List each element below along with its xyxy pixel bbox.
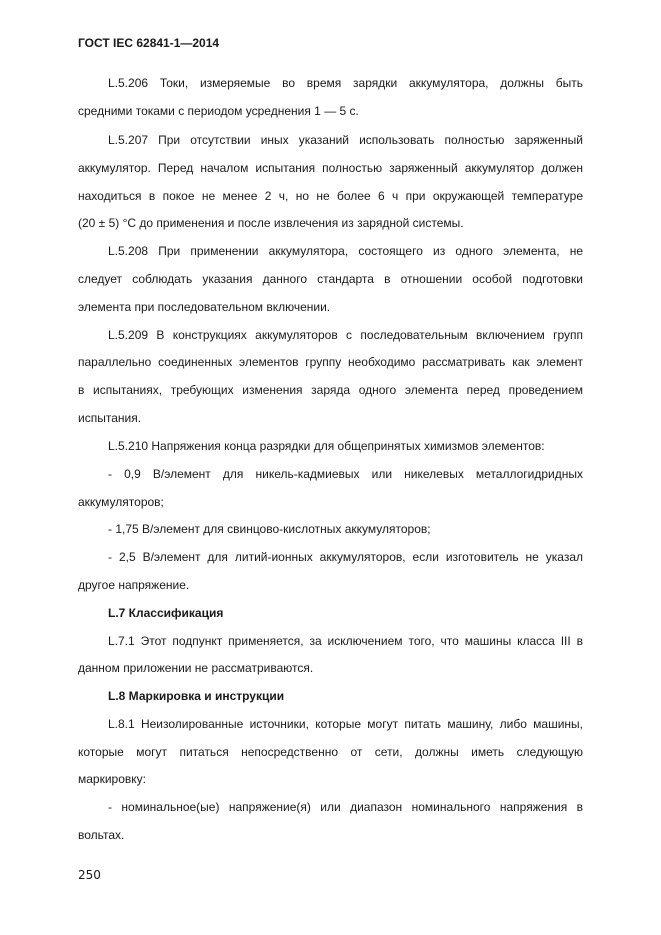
text-line: испытания. bbox=[78, 411, 142, 425]
text-line: в испытаниях, требующих изменения заряда одного элемента перед проведением bbox=[78, 383, 583, 397]
text-line: - 2,5 В/элемент для литий-ионных аккумуляторов, если изготовитель не указал bbox=[108, 550, 583, 564]
text-line: (20 ± 5) °С до применения и после извлечения из зарядной системы. bbox=[78, 216, 464, 230]
section-heading: L.8 Маркировка и инструкции bbox=[108, 689, 285, 703]
text-line: находиться в покое не менее 2 ч, но не более 6 ч при окружающей температуре bbox=[78, 189, 583, 203]
text-line: вольтах. bbox=[78, 828, 125, 842]
text-line: аккумулятор. Перед началом испытания полностью заряженный аккумулятор должен bbox=[78, 161, 583, 175]
section-heading: L.7 Классификация bbox=[108, 606, 224, 620]
text-line: - 0,9 В/элемент для никель-кадмиевых или никелевых металлогидридных bbox=[108, 467, 583, 481]
text-line: L.5.208 При применении аккумулятора, состоящего из одного элемента, не bbox=[108, 244, 583, 258]
text-line: следует соблюдать указания данного стандарта в отношении особой подготовки bbox=[78, 272, 583, 286]
text-line: другое напряжение. bbox=[78, 578, 190, 592]
text-line: данном приложении не рассматриваются. bbox=[78, 661, 314, 675]
document-header: ГОСТ IEC 62841-1—2014 bbox=[78, 36, 220, 50]
text-line: L.5.209 В конструкциях аккумуляторов с последовательным включением групп bbox=[108, 328, 583, 342]
text-line: - 1,75 В/элемент для свинцово-кислотных аккумуляторов; bbox=[108, 522, 431, 536]
page-number: 250 bbox=[78, 868, 101, 882]
text-line: параллельно соединенных элементов группу необходимо рассматривать как элемент bbox=[78, 355, 583, 369]
text-line: L.5.210 Напряжения конца разрядки для общепринятых химизмов элементов: bbox=[108, 439, 545, 453]
text-line: L.8.1 Неизолированные источники, которые могут питать машину, либо машины, bbox=[108, 717, 583, 731]
text-line: - номинальное(ые) напряжение(я) или диапазон номинального напряжения в bbox=[108, 800, 583, 814]
text-line: элемента при последовательном включении. bbox=[78, 300, 331, 314]
text-line: маркировку: bbox=[78, 772, 146, 786]
text-line: L.5.207 При отсутствии иных указаний использовать полностью заряженный bbox=[108, 133, 583, 147]
text-line: средними токами с периодом усреднения 1 — 5 с. bbox=[78, 104, 359, 118]
text-line: аккумуляторов; bbox=[78, 495, 164, 509]
text-line: L.7.1 Этот подпункт применяется, за исключением того, что машины класса III в bbox=[108, 634, 583, 648]
text-line: L.5.206 Токи, измеряемые во время зарядки аккумулятора, должны быть bbox=[108, 76, 583, 90]
text-line: которые могут питаться непосредственно от сети, должны иметь следующую bbox=[78, 745, 583, 759]
